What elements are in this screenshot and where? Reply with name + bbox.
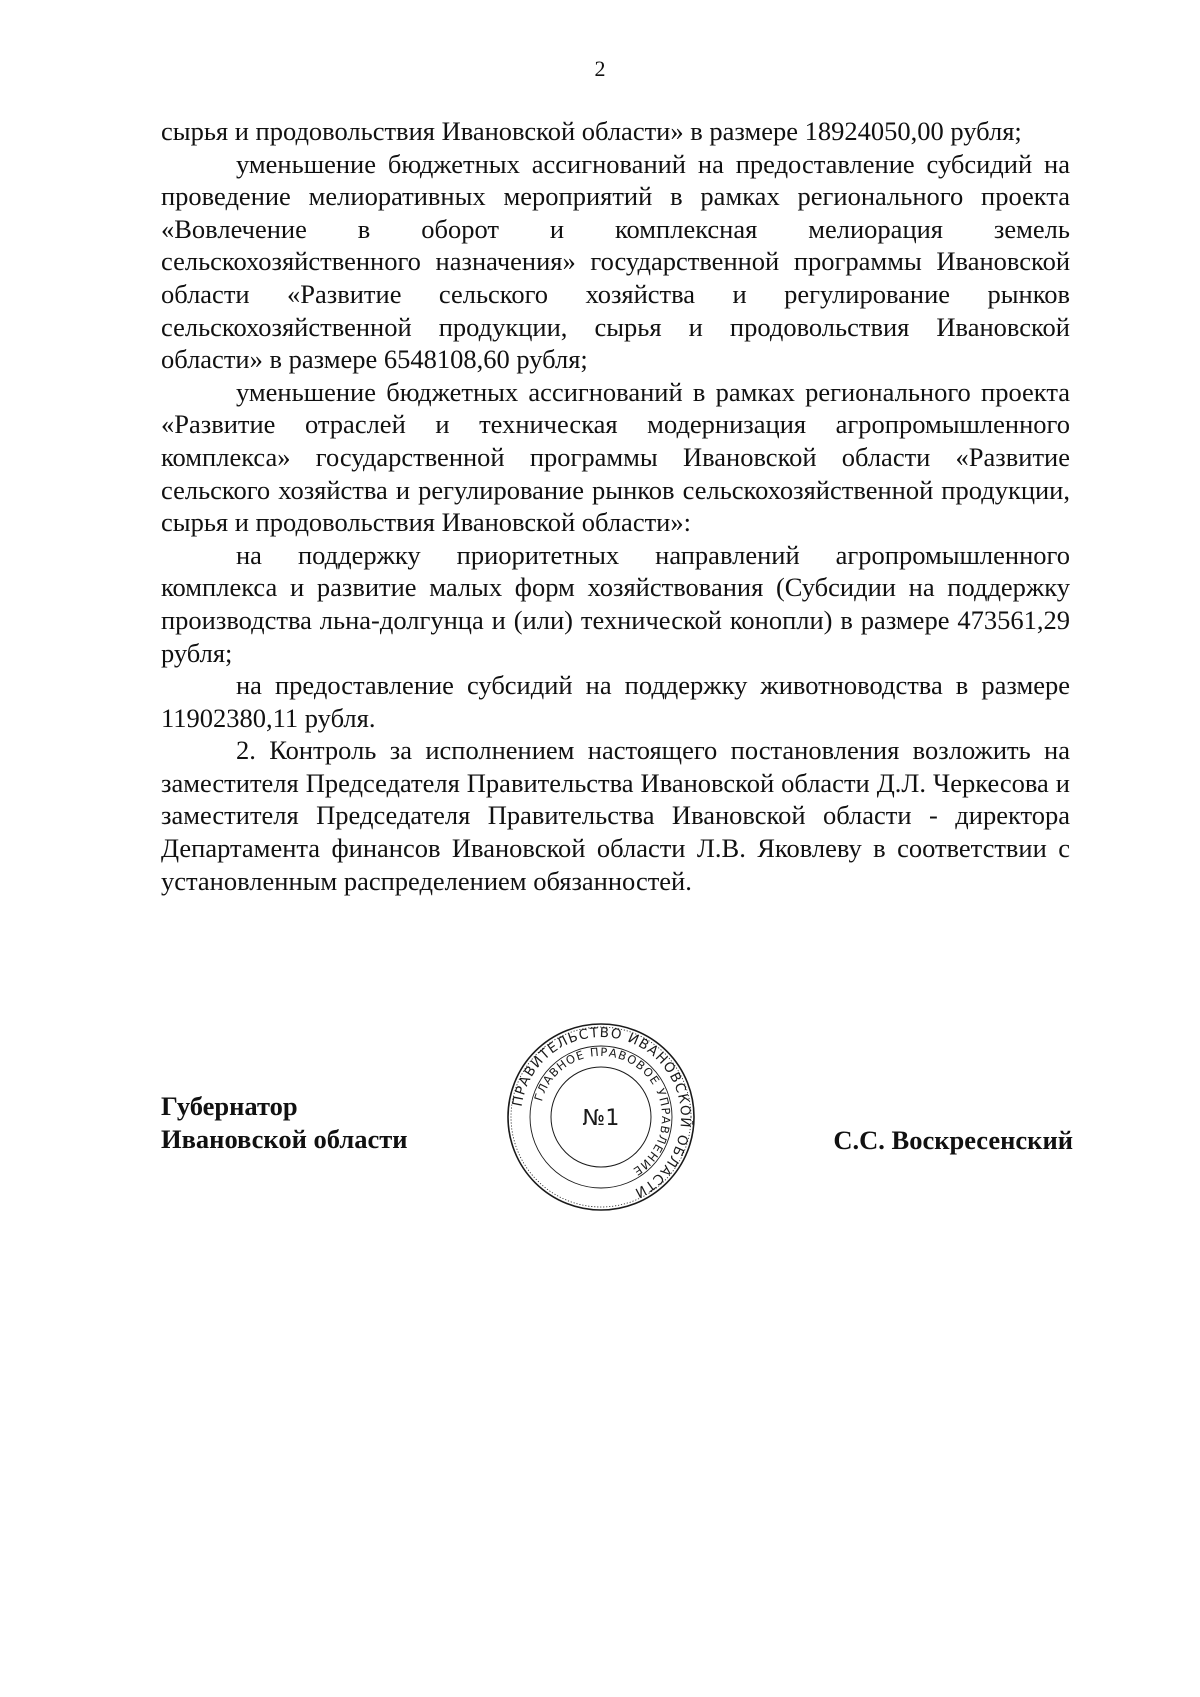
page-number: 2 [594,56,606,81]
paragraph-2: уменьшение бюджетных ассигнований на предоставление субсидий на проведение мелиоративных мероприятий в рамках регионального проекта «Вовлечение в оборот и комплексная мелиорация земель сельскохозяйственного назначения» государственной программы Ивановской области «Развитие сельского хозяйства и регулирование рынков сельскохозяйственной продукции, сырья и продовольствия Ивановской области» в размере 6548108,60 рубля; [161,148,1070,375]
signatory-position-line2: Ивановской области [161,1124,408,1154]
signatory-position [161,1090,408,1156]
official-seal [504,1020,698,1214]
seal-outer-text: ПРАВИТЕЛЬСТВО ИВАНОВСКОЙ ОБЛАСТИ [509,1024,694,1202]
signatory-position-line1: Губернатор [161,1091,298,1121]
signatory-name: С.С. Воскресенский [833,1125,1073,1155]
paragraph-5: на предоставление субсидий на поддержку животноводства в размере 11902380,11 рубля. [161,670,1070,733]
paragraph-6: 2. Контроль за исполнением настоящего постановления возложить на заместителя Председателя Правительства Ивановской области Д.Л. Черкесова и заместителя Председателя Правительства Ивановской области - директора Департамента финансов Ивановской области Л.В. Яковлеву в соответствии с установленным распределением обязанностей. [161,735,1070,896]
paragraph-1: сырья и продовольствия Ивановской области» в размере 18924050,00 рубля; [161,116,1022,146]
paragraph-4: на поддержку приоритетных направлений агропромышленного комплекса и развитие малых форм хозяйствования (Субсидии на поддержку производства льна-долгунца и (или) технической конопли) в размере 473561,29 рубля; [161,539,1070,668]
paragraph-3: уменьшение бюджетных ассигнований в рамках регионального проекта «Развитие отраслей и техническая модернизация агропромышленного комплекса» государственной программы Ивановской области «Развитие сельского хозяйства и регулирование рынков сельскохозяйственной продукции, сырья и продовольствия Ивановской области»: [161,376,1070,538]
seal-inner-text: ГЛАВНОЕ ПРАВОВОЕ УПРАВЛЕНИЕ [531,1044,674,1179]
document-body [161,115,1070,897]
seal-number: №1 [582,1106,620,1131]
